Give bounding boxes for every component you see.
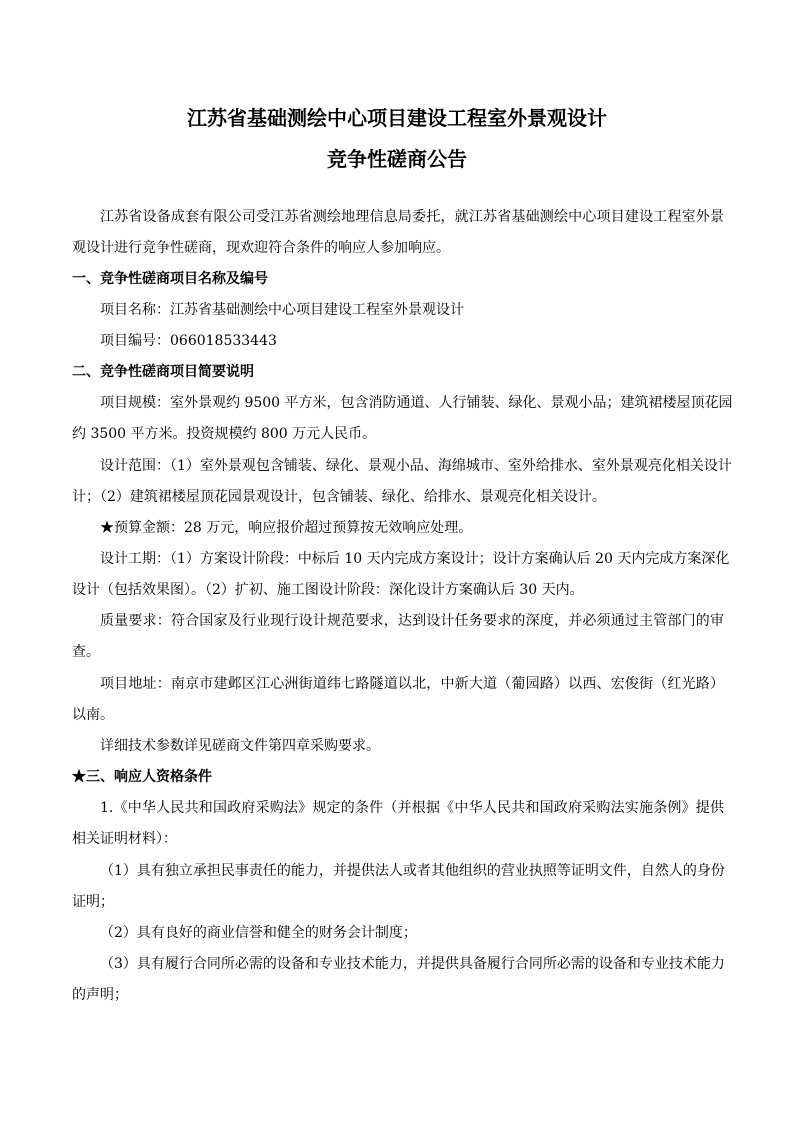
- qualification-sub1-line2: 证明；: [72, 894, 114, 910]
- qualification-item1-line1: 1.《中华人民共和国政府采购法》规定的条件（并根据《中华人民共和国政府采购法实施条例》提供: [100, 800, 724, 816]
- section1-heading: 一、竞争性磋商项目名称及编号: [72, 271, 268, 287]
- document-subtitle: 竞争性磋商公告: [327, 147, 467, 171]
- project-scale-line1: 项目规模：室外景观约 9500 平方米，包含消防通道、人行铺装、绿化、景观小品；建筑裙楼屋顶花园: [100, 395, 733, 411]
- document-title: 江苏省基础测绘中心项目建设工程室外景观设计: [187, 106, 607, 130]
- project-name: 项目名称：江苏省基础测绘中心项目建设工程室外景观设计: [100, 302, 464, 318]
- design-scope-line2: 计；（2）建筑裙楼屋顶花园景观设计，包含铺装、绿化、给排水、景观亮化相关设计。: [72, 489, 606, 505]
- design-period-line1: 设计工期：（1）方案设计阶段：中标后 10 天内完成方案设计；设计方案确认后 20 天内完成方案深化: [100, 551, 730, 567]
- design-scope-line1: 设计范围：（1）室外景观包含铺装、绿化、景观小品、海绵城市、室外给排水、室外景观亮化相关设计: [100, 458, 732, 474]
- design-period-line2: 设计（包括效果图）。（2）扩初、施工图设计阶段：深化设计方案确认后 30 天内。: [72, 582, 584, 598]
- intro-paragraph-line1: 江苏省设备成套有限公司受江苏省测绘地理信息局委托，就江苏省基础测绘中心项目建设工程室外景: [100, 209, 724, 225]
- qualification-item1-line2: 相关证明材料）：: [72, 831, 177, 847]
- section3-heading: ★三、响应人资格条件: [72, 769, 212, 785]
- qualification-sub3-line1: （3）具有履行合同所必需的设备和专业技术能力，并提供具备履行合同所必需的设备和专业技术能力: [100, 956, 725, 972]
- project-address-line2: 以南。: [72, 707, 114, 723]
- section2-heading: 二、竞争性磋商项目简要说明: [72, 364, 254, 380]
- intro-paragraph-line2: 观设计进行竞争性磋商，现欢迎符合条件的响应人参加响应。: [72, 240, 450, 256]
- project-address-line1: 项目地址：南京市建邺区江心洲街道纬七路隧道以北，中新大道（葡园路）以西、宏俊街（红光路）: [100, 676, 724, 692]
- quality-requirement-line1: 质量要求：符合国家及行业现行设计规范要求，达到设计任务要求的深度，并必须通过主管部门的审: [100, 613, 724, 629]
- project-scale-line2: 约 3500 平方米。投资规模约 800 万元人民币。: [72, 426, 377, 442]
- qualification-sub1-line1: （1）具有独立承担民事责任的能力，并提供法人或者其他组织的营业执照等证明文件，自然人的身份: [100, 863, 725, 879]
- technical-details-note: 详细技术参数详见磋商文件第四章采购要求。: [100, 738, 380, 754]
- qualification-sub3-line2: 的声明；: [72, 987, 128, 1003]
- project-number: 项目编号：066018533443: [100, 333, 277, 349]
- budget-amount: ★预算金额：28 万元，响应报价超过预算按无效响应处理。: [100, 520, 473, 536]
- qualification-sub2: （2）具有良好的商业信誉和健全的财务会计制度；: [100, 925, 417, 941]
- quality-requirement-line2: 查。: [72, 644, 100, 660]
